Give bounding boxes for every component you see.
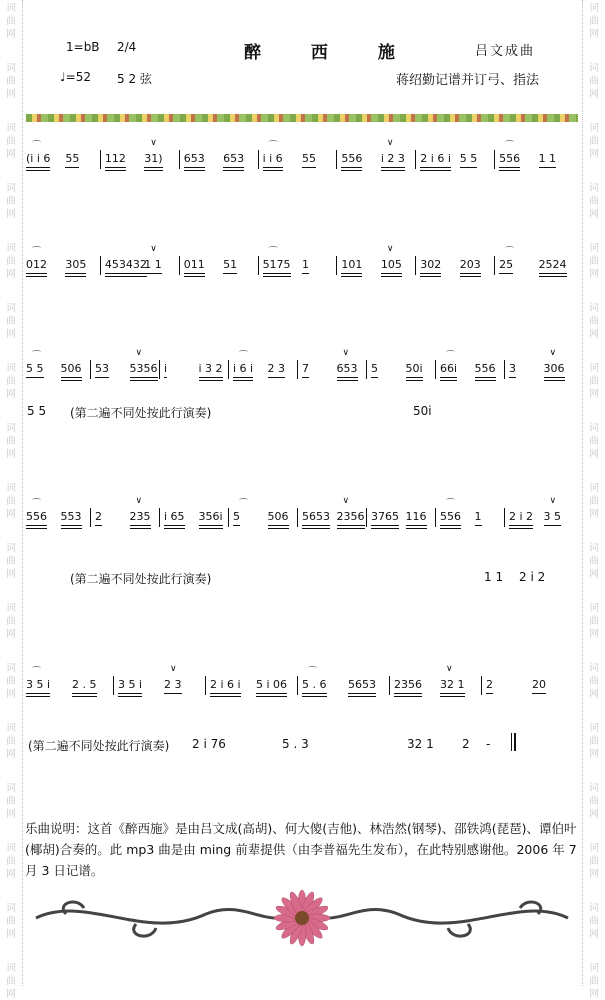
barline <box>366 360 367 379</box>
watermark-char: 网 <box>589 869 599 880</box>
note-group: 7 <box>302 362 309 375</box>
watermark-char: 词 <box>6 3 16 14</box>
note-group: 3 5 i <box>118 678 143 691</box>
note-group: 556 <box>341 152 363 165</box>
alt-line-3-right: 50i <box>413 404 432 418</box>
barline <box>297 676 298 695</box>
articulation-mark: ∨ <box>150 138 157 148</box>
watermark-char: 网 <box>6 749 16 760</box>
watermark-char: 词 <box>589 963 599 974</box>
note-group: i 2 3 <box>380 152 405 165</box>
alt-line-4-r2: 2 i 2 <box>519 570 546 584</box>
note-group: 3 5 <box>543 510 561 523</box>
barline <box>159 360 160 379</box>
articulation-mark: ∨ <box>446 664 453 674</box>
watermark-char: 词 <box>589 663 599 674</box>
note-group: 011 <box>183 258 205 271</box>
barline <box>435 360 436 379</box>
note-group: 2 <box>486 678 493 691</box>
note-group: 66i <box>440 362 458 375</box>
watermark-char: 曲 <box>6 256 16 267</box>
note-group: 3 <box>509 362 516 375</box>
watermark-char: 词 <box>6 423 16 434</box>
watermark-char: 词 <box>589 123 599 134</box>
note-group: 55 <box>302 152 316 165</box>
note-group: 105 <box>380 258 402 271</box>
watermark-char: 词 <box>6 243 16 254</box>
key-signature: 1=bB <box>66 40 100 54</box>
note-group: 5 5 <box>26 362 44 375</box>
note-group: 5 i 06 <box>256 678 288 691</box>
note-group: 556 <box>440 510 461 523</box>
barline <box>504 360 505 379</box>
alt-line-4-r1: 1 1 <box>484 570 504 584</box>
barline <box>228 508 229 527</box>
watermark-char: 词 <box>6 723 16 734</box>
note-group: 653 <box>336 362 358 375</box>
watermark-char: 曲 <box>6 796 16 807</box>
watermark-char: 曲 <box>6 496 16 507</box>
watermark-char: 词 <box>6 303 16 314</box>
watermark-char: 网 <box>6 509 16 520</box>
alt-line-5-a5: - <box>486 737 491 751</box>
watermark-char: 曲 <box>589 856 599 867</box>
watermark-char: 网 <box>6 449 16 460</box>
barline <box>336 256 337 275</box>
note-group: 306 <box>543 362 565 375</box>
note-group: 3765 <box>371 510 399 523</box>
note-group: 1 <box>302 258 309 271</box>
watermark-char: 网 <box>589 749 599 760</box>
watermark-char: 网 <box>6 689 16 700</box>
barline <box>159 508 160 527</box>
watermark-char: 网 <box>6 269 16 280</box>
watermark-char: 网 <box>6 869 16 880</box>
watermark-char: 网 <box>589 89 599 100</box>
articulation-mark: ⌒ <box>32 667 42 677</box>
note-group: 31) <box>144 152 163 165</box>
watermark-char: 曲 <box>589 736 599 747</box>
alt-line-3-left: 5 5 <box>27 404 47 418</box>
watermark-char: 词 <box>6 783 16 794</box>
watermark-char: 曲 <box>6 676 16 687</box>
articulation-mark: ⌒ <box>505 141 515 151</box>
note-group: 55 <box>65 152 80 165</box>
note-group: 5 <box>371 362 378 375</box>
transcription-credit: 蒋绍勤记谱并订弓、指法 <box>396 73 540 88</box>
articulation-mark: ⌒ <box>32 351 42 361</box>
watermark-char: 曲 <box>6 316 16 327</box>
note-group: 5175 <box>262 258 291 271</box>
watermark-char: 词 <box>6 843 16 854</box>
barline <box>494 150 495 169</box>
alt-line-5-note: (第二遍不同处按此行演奏) <box>28 739 170 753</box>
note-group: 305 <box>65 258 87 271</box>
note-group: 012 <box>26 258 47 271</box>
watermark-char: 曲 <box>589 16 599 27</box>
watermark-char: 网 <box>6 989 16 1000</box>
score-row <box>26 664 578 694</box>
barline <box>100 150 101 169</box>
note-group: 556 <box>499 152 521 165</box>
barline <box>366 508 367 527</box>
watermark-char: 词 <box>6 963 16 974</box>
note-group: i 3 2 <box>198 362 223 375</box>
articulation-mark: ∨ <box>135 496 143 506</box>
time-signature: 2/4 <box>117 40 137 54</box>
articulation-mark: ∨ <box>135 348 143 358</box>
note-group: 2 <box>95 510 102 523</box>
watermark-char: 词 <box>6 483 16 494</box>
decorative-divider-stripe <box>26 114 578 122</box>
note-group: 5653 <box>348 678 376 691</box>
barline <box>258 150 259 169</box>
watermark-char: 曲 <box>6 616 16 627</box>
watermark-char: 网 <box>589 149 599 160</box>
barline <box>481 676 482 695</box>
watermark-char: 曲 <box>589 916 599 927</box>
watermark-char: 网 <box>589 569 599 580</box>
watermark-char: 网 <box>589 989 599 1000</box>
barline <box>179 150 180 169</box>
note-group: 2 i 2 <box>509 510 534 523</box>
watermark-char: 词 <box>6 123 16 134</box>
watermark-char: 曲 <box>589 616 599 627</box>
watermark-char: 词 <box>589 183 599 194</box>
watermark-char: 曲 <box>6 76 16 87</box>
watermark-char: 网 <box>6 329 16 340</box>
note-group: i 6 i <box>233 362 254 375</box>
note-group: 235 <box>129 510 151 523</box>
articulation-mark: ⌒ <box>239 499 249 509</box>
note-group: i i 6 <box>262 152 283 165</box>
note-group: 553 <box>60 510 82 523</box>
note-group: (i i 6 <box>26 152 51 165</box>
watermark-char: 词 <box>589 843 599 854</box>
watermark-char: 曲 <box>589 196 599 207</box>
note-group: 506 <box>267 510 289 523</box>
note-group: 5 <box>233 510 240 523</box>
watermark-char: 词 <box>6 663 16 674</box>
articulation-mark: ∨ <box>342 496 350 506</box>
barline <box>389 676 390 695</box>
note-group: 653 <box>183 152 205 165</box>
articulation-mark: ⌒ <box>308 667 318 677</box>
note-group: 53 <box>95 362 109 375</box>
barline <box>336 150 337 169</box>
articulation-mark: ⌒ <box>268 141 278 151</box>
note-group: 5 . 6 <box>302 678 327 691</box>
articulation-mark: ∨ <box>549 348 557 358</box>
watermark-char: 词 <box>589 543 599 554</box>
articulation-mark: ∨ <box>150 244 157 254</box>
barline <box>297 508 298 527</box>
note-group: 1 1 <box>538 152 557 165</box>
watermark-char: 网 <box>6 149 16 160</box>
alt-line-4-note: (第二遍不同处按此行演奏) <box>70 572 212 586</box>
watermark-char: 词 <box>589 423 599 434</box>
barline <box>228 360 229 379</box>
note-group: 356i <box>198 510 223 523</box>
watermark-char: 网 <box>589 929 599 940</box>
watermark-char: 曲 <box>6 376 16 387</box>
watermark-char: 曲 <box>589 376 599 387</box>
articulation-mark: ⌒ <box>446 351 456 361</box>
note-group: 302 <box>420 258 442 271</box>
alt-line-3-note: (第二遍不同处按此行演奏) <box>70 406 212 420</box>
watermark-char: 曲 <box>6 916 16 927</box>
watermark-char: 词 <box>6 543 16 554</box>
note-group: 653 <box>223 152 245 165</box>
barline <box>258 256 259 275</box>
note-group: 20 <box>532 678 546 691</box>
note-group: 2356 <box>394 678 422 691</box>
watermark-char: 词 <box>589 483 599 494</box>
watermark-char: 网 <box>589 449 599 460</box>
watermark-char: 曲 <box>589 976 599 987</box>
watermark-char: 词 <box>589 603 599 614</box>
note-group: 1 <box>474 510 482 523</box>
articulation-mark: ∨ <box>386 244 394 254</box>
watermark-char: 词 <box>6 903 16 914</box>
watermark-char: 网 <box>589 809 599 820</box>
watermark-char: 曲 <box>589 76 599 87</box>
articulation-mark: ∨ <box>549 496 557 506</box>
note-group: 112 <box>104 152 126 165</box>
watermark-char: 网 <box>6 389 16 400</box>
alt-line-5-a1: 2 i 76 <box>192 737 226 751</box>
barline <box>297 360 298 379</box>
note-group: i 65 <box>164 510 185 523</box>
note-group: 2 i 6 i <box>420 152 451 165</box>
watermark-char: 网 <box>589 269 599 280</box>
alt-line-5-a2: 5 . 3 <box>282 737 309 751</box>
watermark-char: 网 <box>6 29 16 40</box>
score-row <box>26 496 578 526</box>
watermark-char: 网 <box>589 629 599 640</box>
watermark-char: 网 <box>6 929 16 940</box>
articulation-mark: ⌒ <box>32 247 42 257</box>
watermark-char: 网 <box>589 509 599 520</box>
note-group: 32 1 <box>440 678 465 691</box>
watermark-char: 曲 <box>6 16 16 27</box>
note-group: i <box>164 362 168 375</box>
final-barline <box>511 733 516 751</box>
barline <box>90 508 91 527</box>
watermark-char: 曲 <box>589 136 599 147</box>
note-group: 203 <box>459 258 481 271</box>
watermark-char: 曲 <box>6 556 16 567</box>
articulation-mark: ⌒ <box>32 499 42 509</box>
note-group: 3 5 i <box>26 678 51 691</box>
watermark-char: 曲 <box>6 136 16 147</box>
watermark-char: 网 <box>6 629 16 640</box>
barline <box>205 676 206 695</box>
floral-ornament <box>26 884 578 952</box>
note-group: 453432 <box>104 258 147 271</box>
barline <box>90 360 91 379</box>
alt-line-5-a3: 32 1 <box>407 737 434 751</box>
watermark-char: 词 <box>6 63 16 74</box>
alt-line-5-a4: 2 <box>462 737 470 751</box>
string-tuning: 5 2 弦 <box>117 72 152 86</box>
watermark-char: 词 <box>589 723 599 734</box>
watermark-char: 词 <box>589 903 599 914</box>
note-group: 2524 <box>538 258 567 271</box>
tempo-marking: ♩=52 <box>60 70 91 84</box>
note-group: 2 i 6 i <box>210 678 241 691</box>
barline <box>435 508 436 527</box>
note-group: 25 <box>499 258 514 271</box>
watermark-char: 词 <box>6 363 16 374</box>
watermark-char: 曲 <box>589 796 599 807</box>
barline <box>494 256 495 275</box>
watermark-char: 词 <box>589 363 599 374</box>
watermark-char: 网 <box>6 209 16 220</box>
left-watermark-column <box>0 0 23 1000</box>
barline <box>100 256 101 275</box>
score-row <box>26 348 578 378</box>
articulation-mark: ⌒ <box>505 247 515 257</box>
composer: 吕文成曲 <box>475 44 536 59</box>
watermark-char: 词 <box>589 3 599 14</box>
articulation-mark: ⌒ <box>32 141 42 151</box>
note-group: 1 1 <box>144 258 162 271</box>
watermark-char: 曲 <box>589 316 599 327</box>
note-group: 556 <box>474 362 496 375</box>
score-row <box>26 138 578 168</box>
articulation-mark: ⌒ <box>446 499 456 509</box>
watermark-char: 曲 <box>6 436 16 447</box>
note-group: 506 <box>60 362 82 375</box>
watermark-char: 网 <box>589 209 599 220</box>
watermark-char: 网 <box>589 689 599 700</box>
page-title: 醉 西 施 <box>244 43 417 63</box>
watermark-char: 曲 <box>6 856 16 867</box>
note-group: 2356 <box>336 510 365 523</box>
watermark-char: 词 <box>6 603 16 614</box>
watermark-char: 曲 <box>589 676 599 687</box>
barline <box>415 256 416 275</box>
note-group: 5 5 <box>459 152 478 165</box>
watermark-char: 网 <box>6 809 16 820</box>
watermark-char: 曲 <box>6 976 16 987</box>
note-group: 101 <box>341 258 363 271</box>
watermark-char: 网 <box>6 89 16 100</box>
barline <box>113 676 114 695</box>
watermark-char: 网 <box>589 29 599 40</box>
note-group: 116 <box>405 510 427 523</box>
note-group: 2 . 5 <box>72 678 97 691</box>
watermark-char: 曲 <box>589 436 599 447</box>
note-group: 50i <box>405 362 423 375</box>
note-group: 5653 <box>302 510 330 523</box>
watermark-char: 曲 <box>6 736 16 747</box>
barline <box>179 256 180 275</box>
score-row <box>26 244 578 274</box>
right-watermark-column <box>582 0 605 1000</box>
watermark-char: 曲 <box>589 556 599 567</box>
watermark-char: 曲 <box>589 496 599 507</box>
articulation-mark: ∨ <box>342 348 350 358</box>
note-group: 5356 <box>129 362 158 375</box>
watermark-char: 词 <box>589 783 599 794</box>
note-group: 51 <box>223 258 238 271</box>
watermark-char: 词 <box>6 183 16 194</box>
watermark-char: 网 <box>589 389 599 400</box>
articulation-mark: ⌒ <box>239 351 249 361</box>
barline <box>415 150 416 169</box>
watermark-char: 网 <box>6 569 16 580</box>
watermark-char: 曲 <box>6 196 16 207</box>
watermark-char: 词 <box>589 63 599 74</box>
articulation-mark: ∨ <box>170 664 177 674</box>
note-group: 556 <box>26 510 47 523</box>
watermark-char: 曲 <box>589 256 599 267</box>
barline <box>504 508 505 527</box>
note-group: 2 3 <box>267 362 285 375</box>
music-description: 乐曲说明：这首《醉西施》是由吕文成(高胡)、何大傻(吉他)、林浩然(钢琴)、邵铁鸿(琵琶)、谭伯叶(椰胡)合奏的。此 mp3 曲是由 ming 前辈提供（由李普福先生发布），在此特别感谢他。2006 年 7 月 3 日记谱。 <box>25 821 577 878</box>
articulation-mark: ⌒ <box>268 247 278 257</box>
articulation-mark: ∨ <box>386 138 394 148</box>
watermark-char: 网 <box>589 329 599 340</box>
note-group: 2 3 <box>164 678 182 691</box>
watermark-char: 词 <box>589 243 599 254</box>
watermark-char: 词 <box>589 303 599 314</box>
